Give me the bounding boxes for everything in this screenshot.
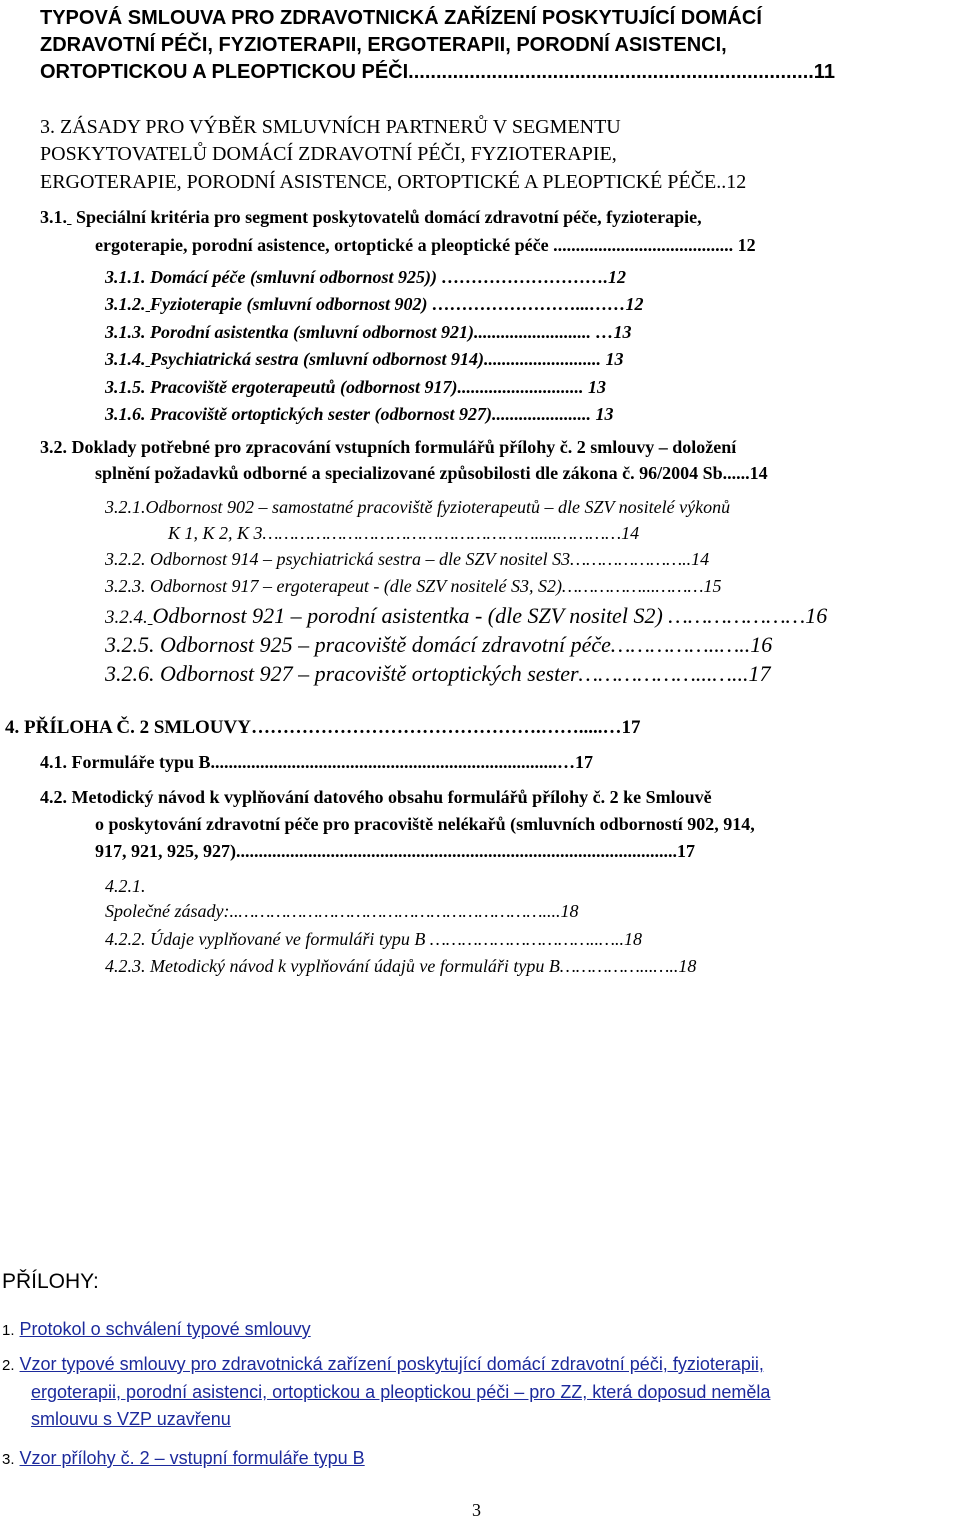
attachment-1-number: 1. [2, 1322, 15, 1339]
toc-section-3-2-4[interactable] [105, 603, 827, 629]
toc-section-4-2-line-3[interactable]: 917, 921, 925, 927)..................................................................................................17 [95, 841, 695, 861]
toc-section-3-1-line-2[interactable]: ergoterapie, porodní asistence, ortoptické a pleoptické péče ........................................ 12 [95, 235, 756, 255]
toc-section-4-2-1-text[interactable]: Společné zásady:..…………………………………………………....18 [105, 901, 579, 921]
toc-section-3-2-1-line-2[interactable]: K 1, K 2, K 3…………………………………………….....…………14 [168, 523, 640, 543]
toc-section-3-2-line-2[interactable]: splnění požadavků odborné a specializované způsobilosti dle zákona č. 96/2004 Sb......14 [95, 463, 768, 483]
attachment-3-link[interactable]: Vzor přílohy č. 2 – vstupní formuláře typu B [19, 1448, 365, 1468]
attachment-1-link[interactable]: Protokol o schválení typové smlouvy [19, 1319, 311, 1339]
toc-section-3-line-3[interactable]: ERGOTERAPIE, PORODNÍ ASISTENCE, ORTOPTICKÉ A PLEOPTICKÉ PÉČE..12 [40, 171, 747, 193]
toc-section-3-1-4-text: Psychiatrická sestra (smluvní odbornost 914).......................... 13 [150, 349, 624, 369]
toc-section-3-1-2[interactable] [105, 294, 644, 315]
attachment-2-link-line-1[interactable]: Vzor typové smlouvy pro zdravotnická zařízení poskytující domácí zdravotní péči, fyzioterapii, [19, 1354, 764, 1374]
toc-section-3-1-5[interactable]: 3.1.5. Pracoviště ergoterapeutů (odbornost 917)............................ 13 [105, 377, 606, 397]
attachments-heading: PŘÍLOHY: [2, 1270, 99, 1293]
attachment-item-3[interactable] [2, 1448, 365, 1469]
attachment-item-1[interactable] [2, 1319, 311, 1340]
toc-section-3-2-1-line-1[interactable]: 3.2.1.Odbornost 902 – samostatné pracoviště fyzioterapeutů – dle SZV nositelé výkonů [105, 497, 731, 517]
toc-section-4-2-3[interactable]: 4.2.3. Metodický návod k vyplňování údajů ve formuláři typu B……………...…..18 [105, 956, 697, 976]
toc-section-3-1[interactable] [40, 207, 702, 228]
toc-section-3-2-6[interactable]: 3.2.6. Odbornost 927 – pracoviště ortoptických sester………………...…...17 [105, 661, 771, 686]
toc-section-3-2-4-text: Odbornost 921 – porodní asistentka - (dle SZV nositel S2) …………………16 [152, 603, 828, 628]
toc-section-3-line-2[interactable]: POSKYTOVATELŮ DOMÁCÍ ZDRAVOTNÍ PÉČI, FYZIOTERAPIE, [40, 143, 617, 165]
toc-section-3-1-4-number: 3.1.4. [105, 349, 146, 369]
toc-section-4-1[interactable]: 4.1. Formuláře typu B.............................................................................…17 [40, 752, 593, 772]
attachment-2-link-line-3[interactable]: smlouvu s VZP uzavřenu [31, 1409, 231, 1429]
toc-section-4[interactable]: 4. PŘÍLOHA Č. 2 SMLOUVY……………………………………….…….....…17 [5, 717, 641, 738]
toc-section-3-1-number: 3.1. [40, 207, 67, 227]
toc-section-3-2-2[interactable]: 3.2.2. Odbornost 914 – psychiatrická sestra – dle SZV nositel S3…………………..14 [105, 549, 710, 569]
toc-section-3-2-3[interactable]: 3.2.3. Odbornost 917 – ergoterapeut - (dle SZV nositelé S3, S2)……………...………15 [105, 576, 722, 596]
toc-title-line-2: ZDRAVOTNÍ PÉČI, FYZIOTERAPII, ERGOTERAPII, PORODNÍ ASISTENCI, [40, 34, 727, 56]
attachment-item-2[interactable] [2, 1354, 764, 1375]
toc-section-3-1-6[interactable]: 3.1.6. Pracoviště ortoptických sester (odbornost 927)...................... 13 [105, 404, 614, 424]
toc-section-4-2-line-2[interactable]: o poskytování zdravotní péče pro pracoviště nelékařů (smluvních odborností 902, 914, [95, 814, 755, 834]
toc-section-4-2-line-1[interactable]: 4.2. Metodický návod k vyplňování datového obsahu formulářů přílohy č. 2 ke Smlouvě [40, 787, 712, 807]
toc-title-line-1: TYPOVÁ SMLOUVA PRO ZDRAVOTNICKÁ ZAŘÍZENÍ POSKYTUJÍCÍ DOMÁCÍ [40, 7, 762, 29]
toc-section-3-1-2-number: 3.1.2. [105, 294, 146, 314]
toc-section-4-2-1-number[interactable]: 4.2.1. [105, 876, 146, 896]
toc-title-line-3[interactable]: ORTOPTICKOU A PLEOPTICKOU PÉČI.........................................................................11 [40, 61, 835, 83]
toc-section-3-2-5[interactable]: 3.2.5. Odbornost 925 – pracoviště domácí zdravotní péče……………..…..16 [105, 632, 773, 657]
toc-section-4-2-2[interactable]: 4.2.2. Údaje vyplňované ve formuláři typu B …………………………..…..18 [105, 929, 642, 949]
attachment-2-number: 2. [2, 1357, 15, 1374]
attachment-3-number: 3. [2, 1451, 15, 1468]
toc-section-3-line-1[interactable]: 3. ZÁSADY PRO VÝBĚR SMLUVNÍCH PARTNERŮ V SEGMENTU [40, 116, 621, 138]
toc-section-3-1-3[interactable]: 3.1.3. Porodní asistentka (smluvní odbornost 921).......................... …13 [105, 322, 632, 342]
page-number: 3 [472, 1500, 481, 1520]
attachment-2-link-line-2[interactable]: ergoterapii, porodní asistenci, ortoptickou a pleoptickou péči – pro ZZ, která doposud neměla [31, 1382, 771, 1402]
toc-section-3-2-line-1[interactable]: 3.2. Doklady potřebné pro zpracování vstupních formulářů přílohy č. 2 smlouvy – doložení [40, 437, 737, 457]
toc-section-3-1-4[interactable] [105, 349, 624, 370]
toc-section-3-2-4-number: 3.2.4. [105, 607, 148, 628]
toc-section-3-1-1[interactable]: 3.1.1. Domácí péče (smluvní odbornost 925)) ……………………….12 [105, 267, 626, 287]
toc-section-3-1-line-1: Speciální kritéria pro segment poskytovatelů domácí zdravotní péče, fyzioterapie, [76, 207, 702, 227]
toc-section-3-1-2-text: Fyzioterapie (smluvní odbornost 902) ……………………...……12 [150, 294, 644, 314]
